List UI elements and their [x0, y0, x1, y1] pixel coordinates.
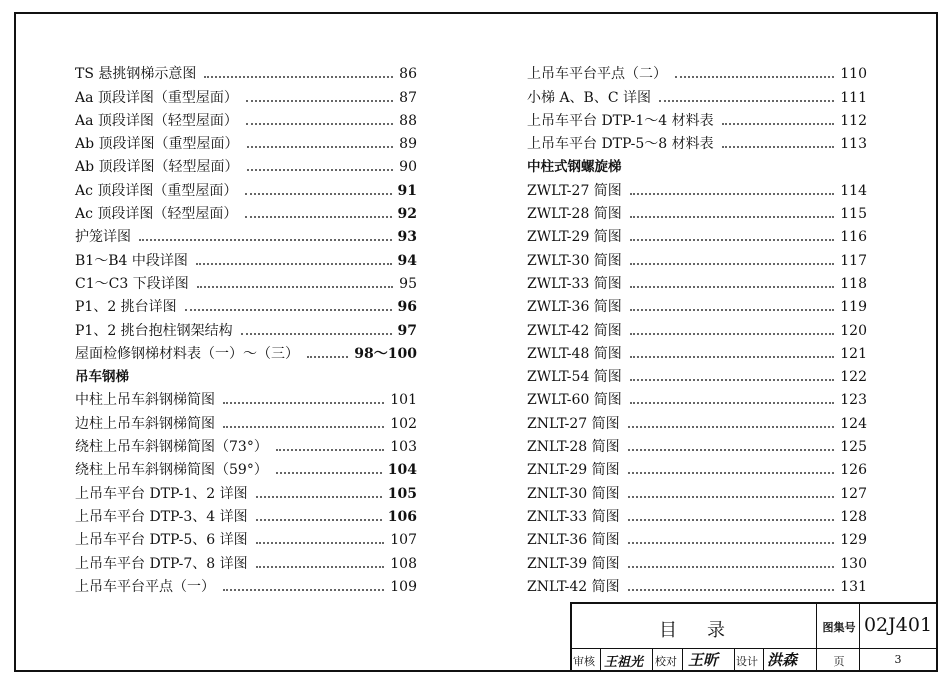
entry-title: ZWLT-36 简图 [527, 299, 622, 316]
entry-title: 上吊车平台平点（二） [527, 66, 667, 83]
toc-entry [75, 130, 417, 153]
entry-page-number: 89 [399, 136, 417, 153]
entry-title: 上吊车平台 DTP-1～4 材料表 [527, 112, 714, 129]
dot-leader [630, 286, 834, 288]
entry-page-number: 103 [390, 439, 417, 456]
atlas-number: 02J401 [863, 614, 933, 636]
check-signature: 王昕 [688, 651, 719, 669]
dot-leader [630, 263, 834, 265]
toc-entry [75, 409, 417, 432]
dot-leader [722, 123, 835, 125]
toc-entry [527, 176, 867, 199]
toc-entry [75, 200, 417, 223]
toc-entry [527, 130, 867, 153]
dot-leader [246, 123, 393, 125]
entry-page-number: 87 [399, 89, 417, 106]
entry-title: 小梯 A、B、C 详图 [527, 89, 652, 106]
entry-title: Aa 顶段详图（轻型屋面） [75, 112, 238, 129]
entry-page-number: 121 [840, 345, 867, 362]
toc-entry [75, 107, 417, 130]
toc-entry [75, 270, 417, 293]
toc-entry [75, 246, 417, 269]
toc-entry [527, 409, 867, 432]
page-label: 页 [833, 655, 845, 668]
dot-leader [628, 589, 835, 591]
entry-title: ZWLT-30 简图 [527, 252, 622, 269]
dot-leader [256, 566, 385, 568]
dot-leader [276, 449, 384, 451]
atlas-label: 图集号 [822, 621, 856, 634]
toc-right-column [527, 60, 867, 596]
dot-leader [630, 309, 834, 311]
entry-page-number: 131 [840, 578, 867, 595]
toc-entry [75, 386, 417, 409]
dot-leader [223, 426, 384, 428]
dot-leader [628, 542, 835, 544]
dot-leader [247, 169, 394, 171]
dot-leader [197, 286, 393, 288]
toc-entry [75, 526, 417, 549]
toc-entry [527, 60, 867, 83]
entry-title: ZNLT-28 简图 [527, 439, 620, 456]
toc-entry [75, 479, 417, 502]
entry-page-number: 111 [840, 89, 867, 106]
entry-title: 护笼详图 [75, 229, 131, 246]
toc-entry [527, 503, 867, 526]
entry-title: TS 悬挑钢梯示意图 [75, 66, 197, 83]
toc-entry [75, 223, 417, 246]
section-title: 中柱式钢螺旋梯 [527, 159, 622, 176]
toc-entry [527, 270, 867, 293]
entry-title: Ac 顶段详图（重型屋面） [75, 182, 238, 199]
dot-leader [628, 426, 835, 428]
toc-entry [75, 316, 417, 339]
dot-leader [307, 356, 348, 358]
dot-leader [630, 379, 834, 381]
toc-entry [527, 200, 867, 223]
entry-title: 上吊车平台平点（一） [75, 578, 215, 595]
entry-page-number: 120 [840, 322, 867, 339]
check-label: 校对 [655, 655, 677, 668]
entry-title: P1、2 挑台详图 [75, 299, 177, 316]
entry-page-number: 124 [840, 415, 867, 432]
dot-leader [630, 239, 834, 241]
dot-leader [630, 193, 834, 195]
entry-title: 绕柱上吊车斜钢梯简图（59°） [75, 462, 268, 479]
toc-entry [75, 573, 417, 596]
toc-entry [527, 107, 867, 130]
entry-page-number: 116 [840, 229, 867, 246]
dot-leader [628, 496, 835, 498]
entry-page-number: 123 [840, 392, 867, 409]
title-block [570, 602, 936, 670]
entry-page-number: 91 [397, 182, 417, 199]
entry-title: 上吊车平台 DTP-5～8 材料表 [527, 136, 714, 153]
toc-section-heading [75, 363, 417, 386]
entry-title: C1～C3 下段详图 [75, 275, 189, 292]
review-label: 审核 [573, 655, 595, 668]
dot-leader [196, 263, 392, 265]
dot-leader [139, 239, 392, 241]
dot-leader [722, 146, 835, 148]
entry-page-number: 88 [399, 112, 417, 129]
entry-title: B1～B4 中段详图 [75, 252, 188, 269]
entry-title: ZWLT-60 简图 [527, 392, 622, 409]
entry-page-number: 97 [397, 322, 417, 339]
entry-page-number: 127 [840, 485, 867, 502]
entry-title: ZWLT-48 简图 [527, 345, 622, 362]
dot-leader [223, 402, 384, 404]
entry-page-number: 130 [840, 555, 867, 572]
entry-page-number: 90 [399, 159, 417, 176]
toc-entry [75, 456, 417, 479]
entry-title: ZWLT-42 简图 [527, 322, 622, 339]
dot-leader [223, 589, 384, 591]
toc-entry [75, 60, 417, 83]
entry-title: ZNLT-27 简图 [527, 415, 620, 432]
entry-page-number: 96 [397, 299, 417, 316]
dot-leader [628, 472, 835, 474]
dot-leader [256, 519, 382, 521]
dot-leader [276, 472, 382, 474]
dot-leader [256, 542, 385, 544]
entry-title: P1、2 挑台抱柱钢架结构 [75, 322, 233, 339]
entry-page-number: 106 [387, 508, 417, 525]
dot-leader [247, 146, 394, 148]
entry-page-number: 102 [390, 415, 417, 432]
toc-entry [527, 223, 867, 246]
entry-page-number: 94 [397, 252, 417, 269]
toc-section-heading [527, 153, 867, 176]
entry-page-number: 122 [840, 369, 867, 386]
entry-title: 上吊车平台 DTP-5、6 详图 [75, 532, 248, 549]
entry-title: Ab 顶段详图（轻型屋面） [75, 159, 239, 176]
entry-page-number: 86 [399, 66, 417, 83]
toc-entry [75, 293, 417, 316]
entry-page-number: 95 [399, 275, 417, 292]
entry-page-number: 129 [840, 532, 867, 549]
toc-entry [527, 83, 867, 106]
toc-entry [75, 433, 417, 456]
dot-leader [630, 333, 834, 335]
toc-entry [527, 246, 867, 269]
entry-title: ZNLT-33 简图 [527, 508, 620, 525]
toc-entry [75, 503, 417, 526]
toc-entry [527, 573, 867, 596]
toc-entry [75, 549, 417, 572]
toc-entry [527, 386, 867, 409]
entry-page-number: 112 [840, 112, 867, 129]
toc-entry [527, 549, 867, 572]
toc-entry [527, 479, 867, 502]
dot-leader [628, 566, 835, 568]
section-title: 吊车钢梯 [75, 369, 129, 386]
entry-title: 屋面检修钢梯材料表（一）～（三） [75, 345, 299, 362]
dot-leader [628, 519, 835, 521]
design-label: 设计 [736, 655, 758, 668]
toc-entry [75, 176, 417, 199]
entry-title: 绕柱上吊车斜钢梯简图（73°） [75, 439, 268, 456]
toc-entry [75, 340, 417, 363]
entry-page-number: 105 [387, 485, 417, 502]
dot-leader [256, 496, 382, 498]
toc-left-column [75, 60, 417, 596]
entry-page-number: 125 [840, 439, 867, 456]
toc-entry [527, 363, 867, 386]
toc-entry [527, 293, 867, 316]
design-signature: 洪森 [767, 651, 798, 669]
entry-page-number: 110 [840, 66, 867, 83]
entry-title: ZWLT-28 简图 [527, 206, 622, 223]
entry-page-number: 115 [840, 206, 867, 223]
entry-title: ZNLT-42 简图 [527, 578, 620, 595]
dot-leader [659, 100, 834, 102]
entry-page-number: 113 [840, 136, 867, 153]
toc-entry [527, 433, 867, 456]
entry-title: Aa 顶段详图（重型屋面） [75, 89, 238, 106]
entry-page-number: 93 [397, 229, 417, 246]
page-number: 3 [894, 653, 902, 666]
dot-leader [630, 402, 834, 404]
entry-page-number: 119 [840, 299, 867, 316]
entry-title: ZNLT-36 简图 [527, 532, 620, 549]
entry-title: ZWLT-33 简图 [527, 275, 622, 292]
entry-page-number: 98～100 [354, 345, 417, 362]
entry-page-number: 108 [390, 555, 417, 572]
entry-title: ZWLT-29 简图 [527, 229, 622, 246]
dot-leader [246, 100, 393, 102]
entry-page-number: 92 [397, 206, 417, 223]
dot-leader [204, 76, 393, 78]
toc-entry [75, 153, 417, 176]
entry-title: 上吊车平台 DTP-3、4 详图 [75, 508, 248, 525]
toc-entry [527, 340, 867, 363]
toc-entry [527, 526, 867, 549]
entry-title: Ab 顶段详图（重型屋面） [75, 136, 239, 153]
review-signature: 王祖光 [604, 655, 644, 670]
entry-page-number: 118 [840, 275, 867, 292]
toc-entry [527, 316, 867, 339]
dot-leader [241, 333, 392, 335]
entry-title: ZNLT-29 简图 [527, 462, 620, 479]
entry-title: ZNLT-30 简图 [527, 485, 620, 502]
toc-entry [527, 456, 867, 479]
entry-title: Ac 顶段详图（轻型屋面） [75, 206, 238, 223]
dot-leader [675, 76, 834, 78]
entry-title: ZWLT-27 简图 [527, 182, 622, 199]
entry-page-number: 117 [840, 252, 867, 269]
entry-title: 边柱上吊车斜钢梯简图 [75, 415, 215, 432]
dot-leader [185, 309, 392, 311]
dot-leader [630, 356, 834, 358]
title-block-title: 目 录 [659, 620, 731, 641]
entry-page-number: 126 [840, 462, 867, 479]
entry-page-number: 104 [387, 462, 417, 479]
entry-page-number: 107 [390, 532, 417, 549]
entry-page-number: 128 [840, 508, 867, 525]
entry-title: 中柱上吊车斜钢梯简图 [75, 392, 215, 409]
toc-entry [75, 83, 417, 106]
entry-page-number: 101 [390, 392, 417, 409]
dot-leader [245, 193, 391, 195]
entry-title: ZWLT-54 简图 [527, 369, 622, 386]
entry-title: 上吊车平台 DTP-7、8 详图 [75, 555, 248, 572]
dot-leader [245, 216, 391, 218]
entry-page-number: 114 [840, 182, 867, 199]
entry-page-number: 109 [390, 578, 417, 595]
dot-leader [628, 449, 835, 451]
dot-leader [630, 216, 834, 218]
entry-title: ZNLT-39 简图 [527, 555, 620, 572]
entry-title: 上吊车平台 DTP-1、2 详图 [75, 485, 248, 502]
